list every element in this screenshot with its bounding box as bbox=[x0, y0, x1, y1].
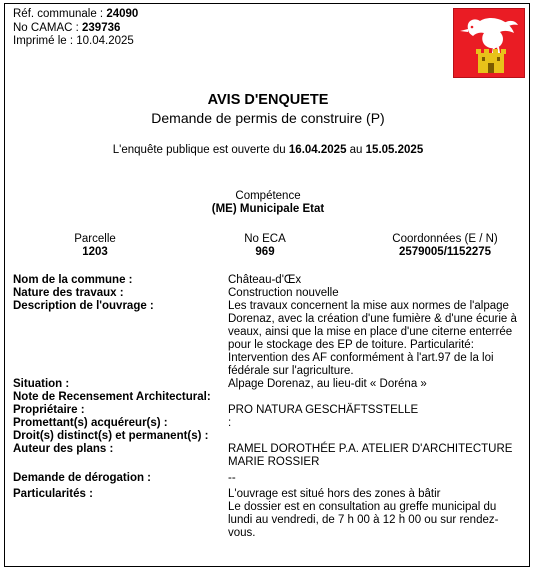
field-value: -- bbox=[228, 472, 236, 484]
coordinates-label: Coordonnées (E / N) bbox=[392, 233, 498, 245]
field-label: Note de Recensement Architectural: bbox=[13, 391, 211, 403]
notice-title: AVIS D'ENQUETE bbox=[207, 92, 329, 108]
field-row-proprietaire bbox=[13, 404, 525, 417]
field-row-auteur bbox=[13, 443, 525, 469]
field-label: Demande de dérogation : bbox=[13, 472, 152, 484]
field-label: Droit(s) distinct(s) et permanent(s) : bbox=[13, 430, 209, 442]
camac-number-value: 239736 bbox=[82, 21, 121, 34]
field-label: Description de l'ouvrage : bbox=[13, 300, 154, 312]
field-row-droits bbox=[13, 430, 525, 443]
field-value: Château-d'Œx bbox=[228, 274, 302, 286]
enquete-period: L'enquête publique est ouverte du 16.04.2025 au 15.05.2025 bbox=[112, 144, 424, 156]
printed-date: Imprimé le : 10.04.2025 bbox=[13, 35, 134, 47]
field-row-description bbox=[13, 300, 525, 378]
parcelle-value: 1203 bbox=[82, 246, 108, 258]
field-value: RAMEL DOROTHÉE P.A. ATELIER D'ARCHITECTURE MARIE ROSSIER bbox=[228, 443, 513, 468]
field-value: Alpage Dorenaz, au lieu-dit « Doréna » bbox=[228, 378, 427, 390]
field-list bbox=[13, 274, 525, 540]
field-row-particularites bbox=[13, 488, 525, 540]
field-row-situation bbox=[13, 378, 525, 391]
field-label: Situation : bbox=[13, 378, 70, 390]
eca-block bbox=[205, 233, 325, 259]
field-row-recensement bbox=[13, 391, 525, 404]
eca-label: No ECA bbox=[244, 233, 286, 245]
notice-sheet bbox=[4, 3, 530, 567]
notice-subtitle: Demande de permis de construire (P) bbox=[151, 110, 385, 126]
vaud-crane-crest-icon bbox=[453, 8, 525, 78]
field-value: : bbox=[228, 417, 232, 429]
ref-communale: Réf. communale : 24090 bbox=[13, 8, 139, 20]
eca-value: 969 bbox=[255, 246, 275, 258]
ref-communale-value: 24090 bbox=[106, 8, 139, 20]
field-label: Nature des travaux : bbox=[13, 287, 124, 299]
field-value: Les travaux concernent la mise aux normes de l'alpage Dorenaz, avec la création d'une fumière & d'une écurie à veaux, ainsi que la mise en place d'une citerne enterrée pour le stockage des EP de toiture. Particularité: Intervention des AF conformément à l'art.97 de la loi fédérale sur l'agriculture. bbox=[228, 300, 517, 377]
parcelle-label: Parcelle bbox=[74, 233, 116, 245]
field-row-derogation bbox=[13, 472, 525, 485]
competence-value: (ME) Municipale Etat bbox=[211, 203, 325, 215]
field-value: Construction nouvelle bbox=[228, 287, 339, 299]
field-row-commune bbox=[13, 274, 525, 287]
field-row-promettant bbox=[13, 417, 525, 430]
field-label: Particularités : bbox=[13, 488, 93, 500]
field-label: Auteur des plans : bbox=[13, 443, 114, 455]
competence-label: Compétence bbox=[235, 190, 301, 202]
document-meta bbox=[13, 8, 138, 49]
field-label: Nom de la commune : bbox=[13, 274, 133, 286]
field-label: Promettant(s) acquéreur(s) : bbox=[13, 417, 168, 429]
coordinates-value: 2579005/1152275 bbox=[398, 246, 492, 258]
field-label: Propriétaire : bbox=[13, 404, 85, 416]
parcelle-block bbox=[35, 233, 155, 259]
field-row-nature bbox=[13, 287, 525, 300]
field-value: PRO NATURA GESCHÄFTSSTELLE bbox=[228, 404, 419, 416]
field-value: L'ouvrage est situé hors des zones à bâtir Le dossier est en consultation au greffe municipal du lundi au vendredi, de 7 h 00 à 12 h 00 ou sur rendez- vous. bbox=[228, 488, 499, 539]
coordinates-block bbox=[360, 233, 530, 259]
camac-number: No CAMAC : 239736 bbox=[13, 21, 121, 34]
enquete-date-to: 15.05.2025 bbox=[365, 144, 424, 156]
enquete-date-from: 16.04.2025 bbox=[288, 144, 347, 156]
